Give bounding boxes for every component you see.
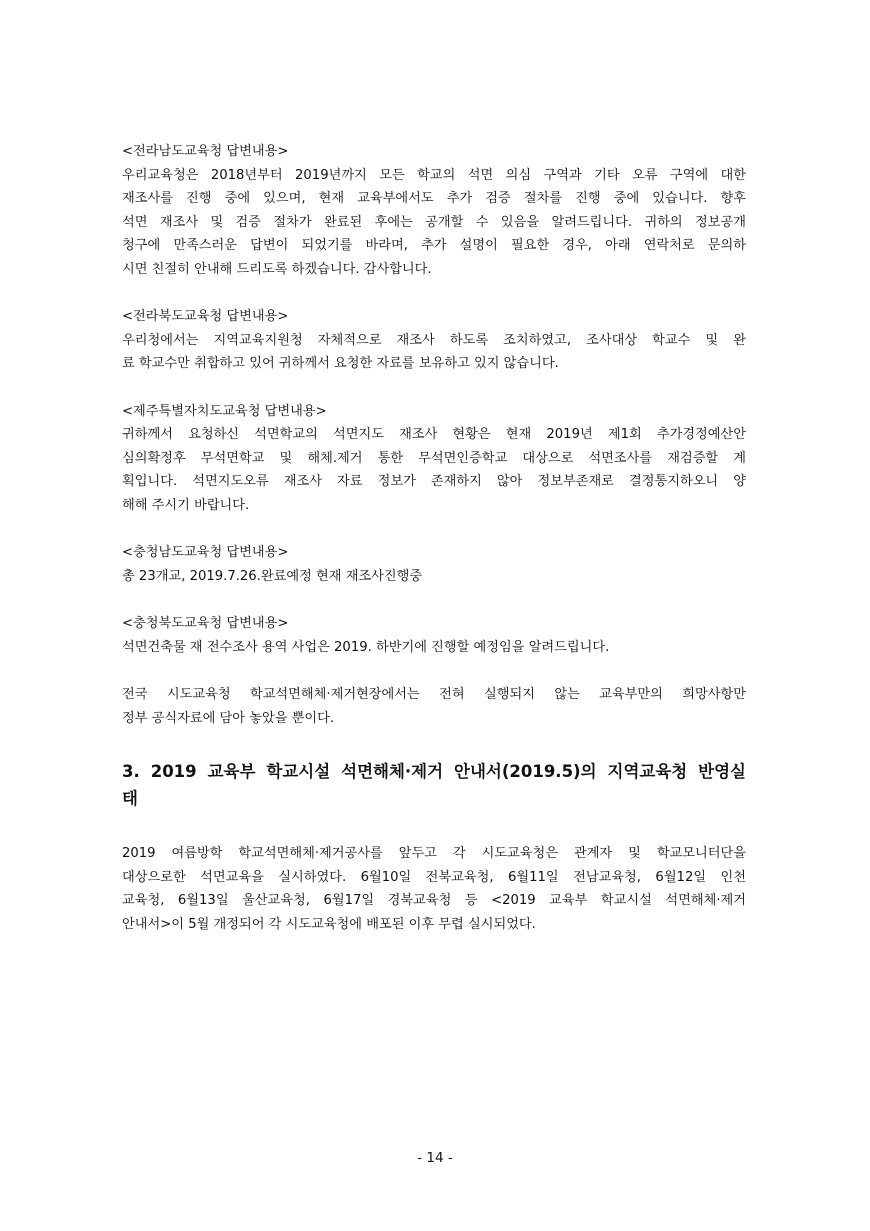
paragraph-line: 대상으로한 석면교육을 실시하였다. 6월10일 전북교육청, 6월11일 전남교육청, 6월12일 인천 [122, 869, 746, 885]
page-number: - 14 - [417, 1150, 453, 1166]
paragraph-line: 료 학교수만 취합하고 있어 귀하께서 요청한 자료를 보유하고 있지 않습니다. [122, 356, 559, 371]
paragraph-line: 전국 시도교육청 학교석면해체·제거현장에서는 전혀 실행되지 않는 교육부만의 희망사항만 [122, 687, 746, 702]
section-title: <전라남도교육청 답변내용> [122, 144, 289, 159]
section-title: <제주특별자치도교육청 답변내용> [122, 403, 327, 419]
paragraph-line: 석면 재조사 및 검증 절차가 완료된 후에는 공개할 수 있음을 알려드립니다. 귀하의 정보공개 [122, 214, 746, 230]
document-body [122, 140, 746, 960]
section-title: <충청남도교육청 답변내용> [122, 545, 289, 560]
paragraph-line: 심의확정후 무석면학교 및 해체.제거 통한 무석면인증학교 대상으로 석면조사를 재검증할 계 [122, 450, 746, 466]
paragraph-line: 안내서>이 5월 개정되어 각 시도교육청에 배포된 이후 무렵 실시되었다. [122, 916, 536, 932]
heading-line: 태 [122, 789, 138, 808]
paragraph-line: 우리청에서는 지역교육지원청 자체적으로 재조사 하도록 조치하였고, 조사대상 학교수 및 완 [122, 332, 746, 348]
section-chungnam [122, 541, 746, 588]
paragraph-line: 시면 친절히 안내해 드리도록 하겠습니다. 감사합니다. [122, 261, 432, 277]
paragraph-line: 재조사를 진행 중에 있으며, 현재 교육부에서도 추가 검증 절차를 진행 중에 있습니다. 향후 [122, 191, 746, 206]
section-title: <충청북도교육청 답변내용> [122, 616, 289, 631]
section-chungbuk [122, 612, 746, 659]
section-jeju [122, 400, 746, 518]
paragraph-line: 해해 주시기 바랍니다. [122, 497, 250, 513]
paragraph-line: 정부 공식자료에 담아 놓았을 뿐이다. [122, 710, 335, 726]
section-jeonbuk [122, 305, 746, 376]
paragraph-line: 총 23개교, 2019.7.26.완료예정 현재 재조사진행중 [122, 568, 423, 584]
section-jeonnam [122, 140, 746, 281]
paragraph-line: 획입니다. 석면지도오류 재조사 자료 정보가 존재하지 않아 정보부존재로 결정통지하오니 양 [122, 474, 746, 489]
paragraph-line: 교육청, 6월13일 울산교육청, 6월17일 경북교육청 등 <2019 교육부 학교시설 석면해체·제거 [122, 893, 746, 908]
paragraph-line: 석면건축물 재 전수조사 용역 사업은 2019. 하반기에 진행할 예정임을 알려드립니다. [122, 639, 610, 655]
paragraph-line: 귀하께서 요청하신 석면학교의 석면지도 재조사 현황은 현재 2019년 제1회 추가경정예산안 [122, 427, 746, 442]
summary-paragraph [122, 683, 746, 730]
section-heading [122, 758, 746, 812]
paragraph-line: 우리교육청은 2018년부터 2019년까지 모든 학교의 석면 의심 구역과 기타 오류 구역에 대한 [122, 167, 746, 183]
section-title: <전라북도교육청 답변내용> [122, 309, 289, 324]
paragraph-line: 청구에 만족스러운 답변이 되었기를 바라며, 추가 설명이 필요한 경우, 아래 연락처로 문의하 [122, 238, 746, 253]
body-paragraph [122, 842, 746, 936]
heading-line: 3. 2019 교육부 학교시설 석면해체·제거 안내서(2019.5)의 지역교육청 반영실 [122, 762, 746, 781]
paragraph-line: 2019 여름방학 학교석면해체·제거공사를 앞두고 각 시도교육청은 관계자 및 학교모니터단을 [122, 846, 746, 861]
